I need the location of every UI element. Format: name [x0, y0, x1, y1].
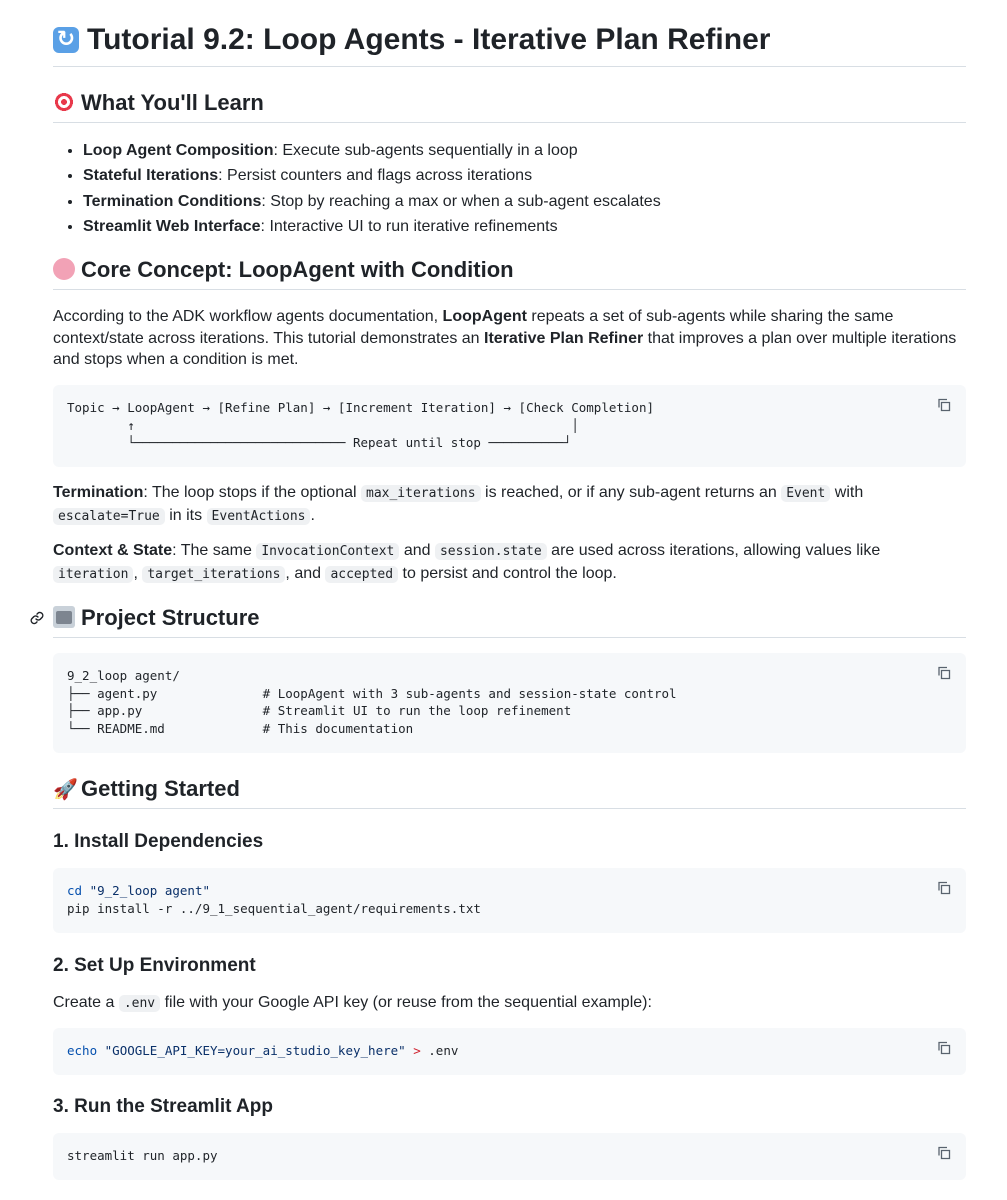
- env-command: echo "GOOGLE_API_KEY=your_ai_studio_key_here" > .env: [67, 1043, 459, 1058]
- getting-started-heading: 🚀Getting Started: [53, 774, 966, 809]
- run-command: streamlit run app.py: [67, 1148, 218, 1163]
- step-run-heading: 3. Run the Streamlit App: [53, 1096, 273, 1117]
- step-environment-heading: 2. Set Up Environment: [53, 955, 256, 976]
- step-install-heading: 1. Install Dependencies: [53, 831, 264, 852]
- core-concept-heading: Core Concept: LoopAgent with Condition: [53, 255, 966, 290]
- project-structure-codeblock: [53, 653, 966, 753]
- brain-icon: [53, 258, 75, 280]
- copy-icon[interactable]: [936, 665, 952, 681]
- install-codeblock: [53, 868, 966, 933]
- project-tree: 9_2_loop agent/ ├── agent.py # LoopAgent with 3 sub-agents and session-state control ├── app.py # Streamlit UI to run the loop refinement └── README.md # This documentation: [67, 668, 677, 736]
- project-structure-heading: Project Structure: [53, 603, 966, 638]
- copy-icon[interactable]: [936, 1040, 952, 1056]
- copy-icon[interactable]: [936, 880, 952, 896]
- copy-icon[interactable]: [936, 1145, 952, 1161]
- context-state-paragraph: Context & State: The same InvocationContext and session.state are used across iterations, allowing values like iteration , target_iterations , and accepted to persist and control the loop.: [53, 542, 881, 582]
- learn-heading: What You'll Learn: [53, 88, 966, 123]
- install-commands: cd "9_2_loop agent" pip install -r ../9_1_sequential_agent/requirements.txt: [67, 883, 481, 916]
- folder-icon: [53, 606, 75, 628]
- page-title: ↻Tutorial 9.2: Loop Agents - Iterative Plan Refiner: [53, 20, 966, 67]
- link-icon[interactable]: [29, 610, 45, 626]
- env-codeblock: [53, 1028, 966, 1075]
- list-item: • Termination Conditions: Stop by reaching a max or when a sub-agent escalates: [83, 189, 661, 214]
- list-item: • Stateful Iterations: Persist counters and flags across iterations: [83, 163, 661, 188]
- core-concept-paragraph: According to the ADK workflow agents documentation, LoopAgent repeats a set of sub-agents while sharing the same context/state across iterations. This tutorial demonstrates an Iterative Plan Refiner that improves a plan over multiple iterations and stops when a condition is met.: [53, 308, 957, 369]
- flow-diagram-codeblock: [53, 385, 966, 467]
- copy-icon[interactable]: [936, 397, 952, 413]
- flow-diagram: Topic → LoopAgent → [Refine Plan] → [Increment Iteration] → [Check Completion] ↑ │ └──────────────────────────── Repeat until stop ──────────┘: [67, 400, 654, 451]
- target-icon: [53, 91, 75, 113]
- run-codeblock: [53, 1133, 966, 1180]
- list-item: • Streamlit Web Interface: Interactive UI to run iterative refinements: [83, 214, 661, 239]
- termination-paragraph: Termination: The loop stops if the optional max_iterations is reached, or if any sub-agent returns an Event with escalate=True in its EventActions .: [53, 484, 864, 524]
- learn-list: [53, 138, 661, 239]
- rocket-icon: [53, 777, 75, 799]
- environment-paragraph: Create a .env file with your Google API key (or reuse from the sequential example):: [53, 994, 652, 1011]
- list-item: • Loop Agent Composition: Execute sub-agents sequentially in a loop: [83, 138, 661, 163]
- loop-arrows-icon: [53, 27, 79, 53]
